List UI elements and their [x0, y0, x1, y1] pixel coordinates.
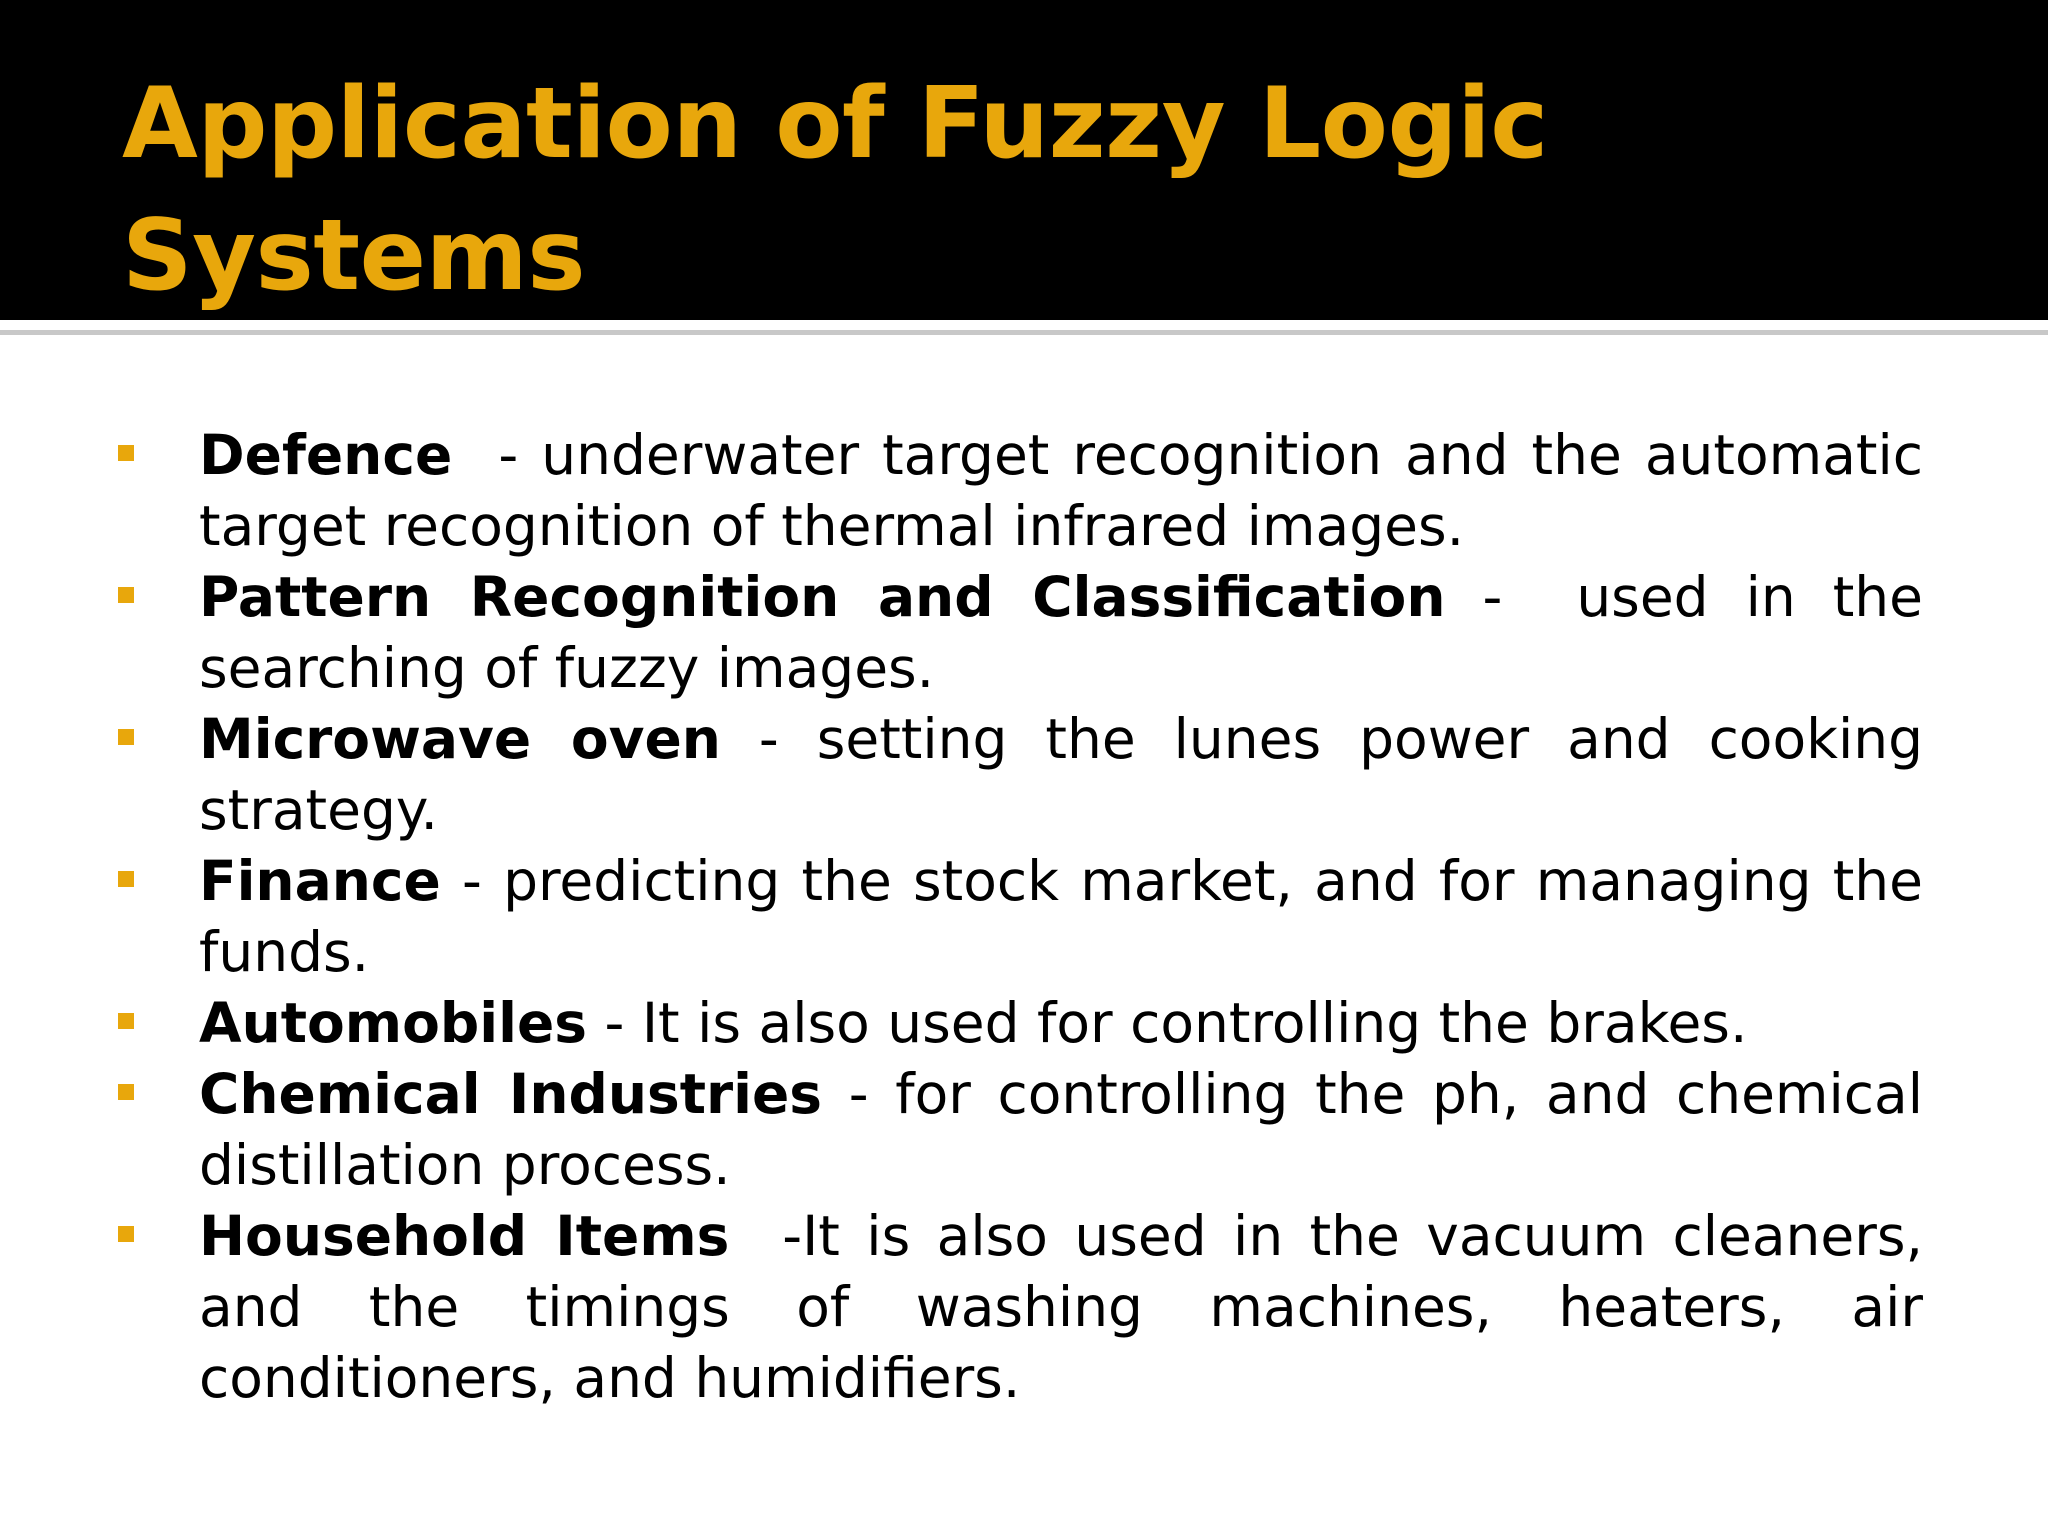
- item-term: Chemical Industries: [199, 1062, 823, 1126]
- item-separator: -: [1445, 565, 1577, 629]
- item-separator: -: [729, 1204, 803, 1268]
- item-description: underwater target recognition and the automatic target recognition of thermal infrared images.: [199, 423, 1923, 558]
- item-separator: -: [822, 1062, 896, 1126]
- slide-title: Application of Fuzzy Logic Systems: [122, 67, 1548, 313]
- item-description: setting the lunes power and cooking strategy.: [199, 707, 1924, 842]
- item-description: for controlling the ph, and chemical distillation process.: [199, 1062, 1924, 1197]
- list-item-text: [199, 1059, 1923, 1201]
- item-description: used in the searching of fuzzy images.: [199, 565, 1923, 700]
- list-item: [0, 846, 2048, 988]
- item-term: Defence: [199, 423, 453, 487]
- title-bar: [0, 0, 2048, 320]
- square-bullet-icon: [118, 1226, 134, 1242]
- item-separator: -: [720, 707, 817, 771]
- list-item: [0, 420, 2048, 562]
- list-item-text: [199, 846, 1923, 988]
- square-bullet-icon: [118, 871, 134, 887]
- title-divider: [0, 320, 2048, 326]
- item-term: Automobiles: [199, 991, 588, 1055]
- square-bullet-icon: [118, 445, 134, 461]
- list-item-text: [199, 704, 1923, 846]
- item-separator: -: [452, 423, 542, 487]
- item-description: It is also used in the vacuum cleaners, and the timings of washing machines, heaters, air conditioners, and humidifiers.: [199, 1204, 1923, 1410]
- square-bullet-icon: [118, 1084, 134, 1100]
- list-item: [0, 1059, 2048, 1201]
- item-term: Pattern Recognition and Classification: [199, 565, 1446, 629]
- item-separator: -: [440, 849, 504, 913]
- list-item: [0, 562, 2048, 704]
- list-item: [0, 1201, 2048, 1414]
- square-bullet-icon: [118, 1013, 134, 1029]
- item-separator: -: [587, 991, 642, 1055]
- list-item-text: [199, 562, 1923, 704]
- square-bullet-icon: [118, 587, 134, 603]
- item-description: predicting the stock market, and for managing the funds.: [199, 849, 1924, 984]
- item-term: Household Items: [199, 1204, 730, 1268]
- item-term: Microwave oven: [199, 707, 721, 771]
- title-divider-shadow: [0, 330, 2048, 335]
- square-bullet-icon: [118, 729, 134, 745]
- item-description: It is also used for controlling the brakes.: [641, 991, 1748, 1055]
- list-item-text: [199, 420, 1923, 562]
- list-item: [0, 704, 2048, 846]
- list-item-text: [199, 988, 1923, 1059]
- item-term: Finance: [199, 849, 441, 913]
- list-item-text: [199, 1201, 1923, 1414]
- list-item: [0, 988, 2048, 1059]
- application-list: [0, 420, 2048, 1414]
